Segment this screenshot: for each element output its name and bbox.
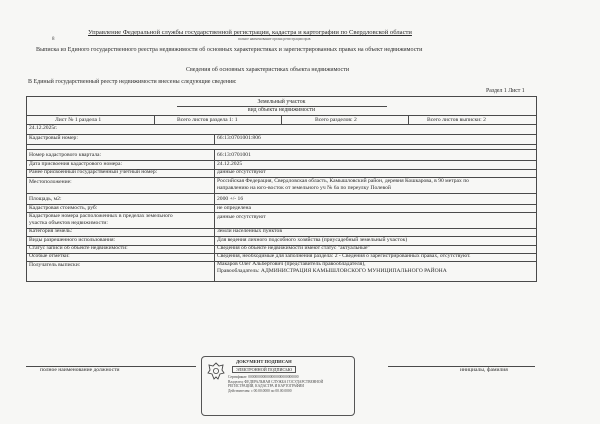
intro-text: В Единый государственный реестр недвижимости внесены следующие сведения: [28, 79, 237, 85]
section-title: Сведения об основных характеристиках объекта недвижимости [186, 67, 350, 73]
side-mark: 8 [52, 37, 55, 42]
caption-underline [177, 106, 387, 107]
record-status: Сведения об объекте недвижимости имеют статус "актуальные" [217, 245, 370, 251]
divider [27, 193, 536, 194]
agency-name: Управление Федеральной службы государственной регистрации, кадастра и картографии по Свердловской области [88, 29, 412, 36]
object-type-caption: вид объекта недвижимости [247, 107, 316, 113]
divider [408, 115, 409, 124]
area: 2000 +/- 16 [217, 196, 244, 202]
agency-note: полное наименование органа регистрации прав [238, 37, 311, 41]
row-label: Дата присвоения кадастрового номера: [29, 161, 123, 167]
row-label: Кадастровая стоимость, руб: [29, 205, 98, 211]
row-label: Местоположение: [29, 179, 72, 185]
objects-within: данные отсутствуют [217, 214, 266, 220]
special-notes: Сведения, необходимые для заполнения раздела: 2 - Сведения о зарегистрированных правах, отсутствуют. [217, 253, 471, 259]
cadastral-value: не определена [217, 205, 251, 211]
cadastral-number: 66:13:0701001:806 [217, 135, 261, 141]
land-category: Земли населенных пунктов [217, 228, 282, 234]
permitted-use: Для ведения личного подсобного хозяйства (приусадебный земельный участок) [217, 237, 408, 243]
sheet-number: Лист № 1 раздела 1 [55, 117, 102, 123]
recipient: Макаров Олег Альбертович (представитель правообладателя), [217, 261, 366, 267]
total-sheets-extract: Всего листов выписки: 2 [427, 117, 486, 123]
row-label: Получатель выписки: [29, 262, 81, 268]
extract-form [26, 96, 537, 282]
recipient-line-2: Правообладатель: АДМИНИСТРАЦИЯ КАМЫШЛОВСКОГО МУНИЦИПАЛЬНОГО РАЙОНА [217, 268, 447, 274]
row-label: Номер кадастрового квартала: [29, 152, 102, 158]
divider [27, 134, 536, 135]
total-sections: Всего разделов: 2 [315, 117, 357, 123]
object-type: Земельный участок [257, 99, 306, 105]
stamp-line: РЕГИСТРАЦИИ, КАДАСТРА И КАРТОГРАФИИ [228, 384, 304, 389]
divider [27, 204, 536, 205]
divider [27, 124, 536, 125]
row-label: Статус записи об объекте недвижимости: [29, 245, 128, 251]
divider [27, 144, 536, 145]
extract-title: Выписка из Единого государственного реестра недвижимости об основных характеристиках и зарегистрированных правах на объект недвижимости [36, 47, 423, 53]
divider [154, 115, 155, 124]
stamp-line: Сертификат: 0000000000000000000000000000 [228, 375, 299, 379]
divider [214, 134, 215, 144]
stamp-title: ДОКУМЕНТ ПОДПИСАН [236, 359, 292, 364]
e-signature-stamp [201, 356, 355, 416]
stamp-subtitle: ЭЛЕКТРОННОЙ ПОДПИСЬЮ [232, 366, 296, 373]
row-label: Площадь, м2: [29, 196, 62, 202]
row-label: Особые отметки: [29, 253, 70, 259]
location-line-2: направлению на юго-восток от земельного уч № 6а по переулку Полевой [217, 185, 391, 191]
name-caption: инициалы, фамилия [460, 367, 508, 373]
assignment-date: 24.12.2025 [217, 161, 243, 167]
row-label: Ранее присвоенный государственный учетный номер: [29, 169, 158, 175]
stamp-details [228, 375, 323, 393]
row-label: Категория земель: [29, 228, 73, 234]
row-label: Кадастровые номера расположенных в пределах земельного [29, 213, 173, 219]
divider [27, 149, 536, 150]
sheet-label: Раздел 1 Лист 1 [486, 88, 525, 94]
previous-number: данные отсутствуют [217, 169, 266, 175]
row-label-line-2: участка объектов недвижимости: [29, 220, 108, 226]
stamp-line: Действителен: с 00.00.0000 по 00.00.0000 [228, 388, 292, 393]
row-label: Кадастровый номер: [29, 135, 78, 141]
location: Российская Федерация, Свердловская область, Камышловский район, деревня Кошкарова, в 90 метрах по [217, 178, 469, 184]
divider [214, 149, 215, 281]
cadastral-quarter: 66:13:0701001 [217, 152, 251, 158]
coat-of-arms-icon [206, 361, 226, 383]
stamp-line: Владелец: ФЕДЕРАЛЬНАЯ СЛУЖБА ГОСУДАРСТВЕННОЙ [228, 379, 324, 384]
extract-date: 24.12.2025г. [29, 125, 58, 131]
total-sheets-section: Всего листов раздела 1: 1 [177, 117, 238, 123]
divider [281, 115, 282, 124]
position-caption: полное наименование должности [40, 367, 120, 373]
row-label: Виды разрешенного использования: [29, 237, 116, 243]
